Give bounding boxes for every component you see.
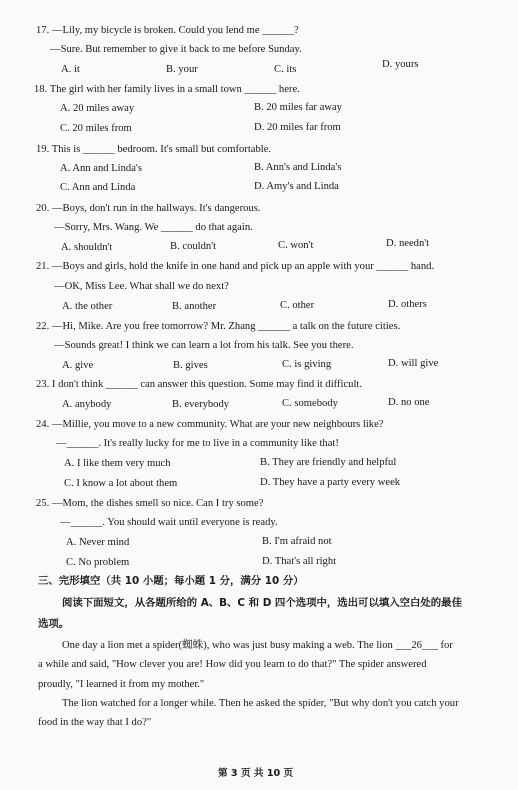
q20-option-d: D. needn't [386, 238, 430, 249]
q18-stem: 18. The girl with her family lives in a small town ______ here. [34, 84, 300, 95]
q24-option-c: C. I know a lot about them [64, 478, 178, 489]
q21-option-b: B. another [172, 301, 217, 312]
q23-option-d: D. no one [388, 397, 430, 408]
q19-option-c: C. Ann and Linda [60, 182, 136, 193]
q25-option-a: A. Never mind [66, 537, 130, 548]
q20-stem2: —Sorry, Mrs. Wang. We ______ do that again. [54, 222, 253, 233]
q24-stem: 24. —Millie, you move to a new community. What are your new neighbours like? [36, 419, 384, 430]
q20-option-b: B. couldn't [170, 241, 217, 252]
q23-stem: 23. I don't think ______ can answer this question. Some may find it difficult. [36, 379, 362, 390]
q20-option-c: C. won't [278, 240, 314, 251]
passage-p1-line3: proudly, "I learned it from my mother." [38, 679, 205, 690]
q22-option-d: D. will give [388, 358, 439, 369]
q21-stem: 21. —Boys and girls, hold the knife in one hand and pick up an apple with your ______ hand. [36, 261, 435, 272]
q17-option-b: B. your [166, 64, 198, 75]
q23-option-b: B. everybody [172, 399, 230, 410]
q25-option-d: D. That's all right [262, 556, 337, 567]
q18-option-b: B. 20 miles far away [254, 102, 342, 113]
q24-option-b: B. They are friendly and helpful [260, 457, 397, 468]
q24-stem2: —______. It's really lucky for me to live in a community like that! [56, 438, 339, 449]
passage-p1-line2: a while and said, "How clever you are! How did you learn to do that?" The spider answered [38, 659, 427, 670]
q20-stem: 20. —Boys, don't run in the hallways. It's dangerous. [36, 203, 261, 214]
q19-option-d: D. Amy's and Linda [254, 181, 339, 192]
q22-stem: 22. —Hi, Mike. Are you free tomorrow? Mr. Zhang ______ a talk on the future cities. [36, 321, 401, 332]
q23-option-a: A. anybody [62, 399, 112, 410]
q22-stem2: —Sounds great! I think we can learn a lot from his talk. See you there. [54, 340, 354, 351]
q17-option-c: C. its [274, 64, 297, 75]
q24-option-a: A. I like them very much [64, 458, 171, 469]
section-instruction-line1: 阅读下面短文，从各题所给的 A、B、C 和 D 四个选项中，选出可以填入空白处的最佳 [62, 597, 462, 609]
q25-option-c: C. No problem [66, 557, 130, 568]
q23-option-c: C. somebody [282, 398, 338, 409]
q25-stem: 25. —Mom, the dishes smell so nice. Can I try some? [36, 498, 264, 509]
q21-option-a: A. the other [62, 301, 113, 312]
q25-stem2: —______. You should wait until everyone is ready. [60, 517, 278, 528]
passage-p2-line2: food in the way that I do?" [38, 717, 152, 728]
section-instruction-line2: 选项。 [38, 618, 70, 630]
q19-stem: 19. This is ______ bedroom. It's small but comfortable. [36, 144, 272, 155]
q22-option-c: C. is giving [282, 359, 332, 370]
page-footer: 第 3 页 共 10 页 [218, 768, 294, 779]
q25-option-b: B. I'm afraid not [262, 536, 332, 547]
q17-stem: 17. —Lily, my bicycle is broken. Could you lend me ______? [36, 25, 299, 36]
q20-option-a: A. shouldn't [61, 242, 113, 253]
passage-p1-line1: One day a lion met a spider(蜘蛛), who was just busy making a web. The lion ___26___ for [62, 640, 453, 651]
passage-p2-line1: The lion watched for a longer while. Then he asked the spider, "But why don't you catch your [62, 698, 459, 709]
q18-option-c: C. 20 miles from [60, 123, 132, 134]
q17-option-a: A. it [61, 64, 80, 75]
q18-option-d: D. 20 miles far from [254, 122, 341, 133]
q22-option-a: A. give [62, 360, 94, 371]
q22-option-b: B. gives [173, 360, 208, 371]
q17-stem2: —Sure. But remember to give it back to me before Sunday. [50, 44, 302, 55]
q19-option-a: A. Ann and Linda's [60, 163, 142, 174]
section-heading: 三、完形填空（共 10 小题；每小题 1 分，满分 10 分） [38, 575, 304, 587]
q21-stem2: —OK, Miss Lee. What shall we do next? [54, 281, 229, 292]
q24-option-d: D. They have a party every week [260, 477, 401, 488]
q17-option-d: D. yours [382, 59, 419, 70]
q21-option-c: C. other [280, 300, 315, 311]
q18-option-a: A. 20 miles away [60, 103, 135, 114]
q21-option-d: D. others [388, 299, 427, 310]
q19-option-b: B. Ann's and Linda's [254, 162, 342, 173]
